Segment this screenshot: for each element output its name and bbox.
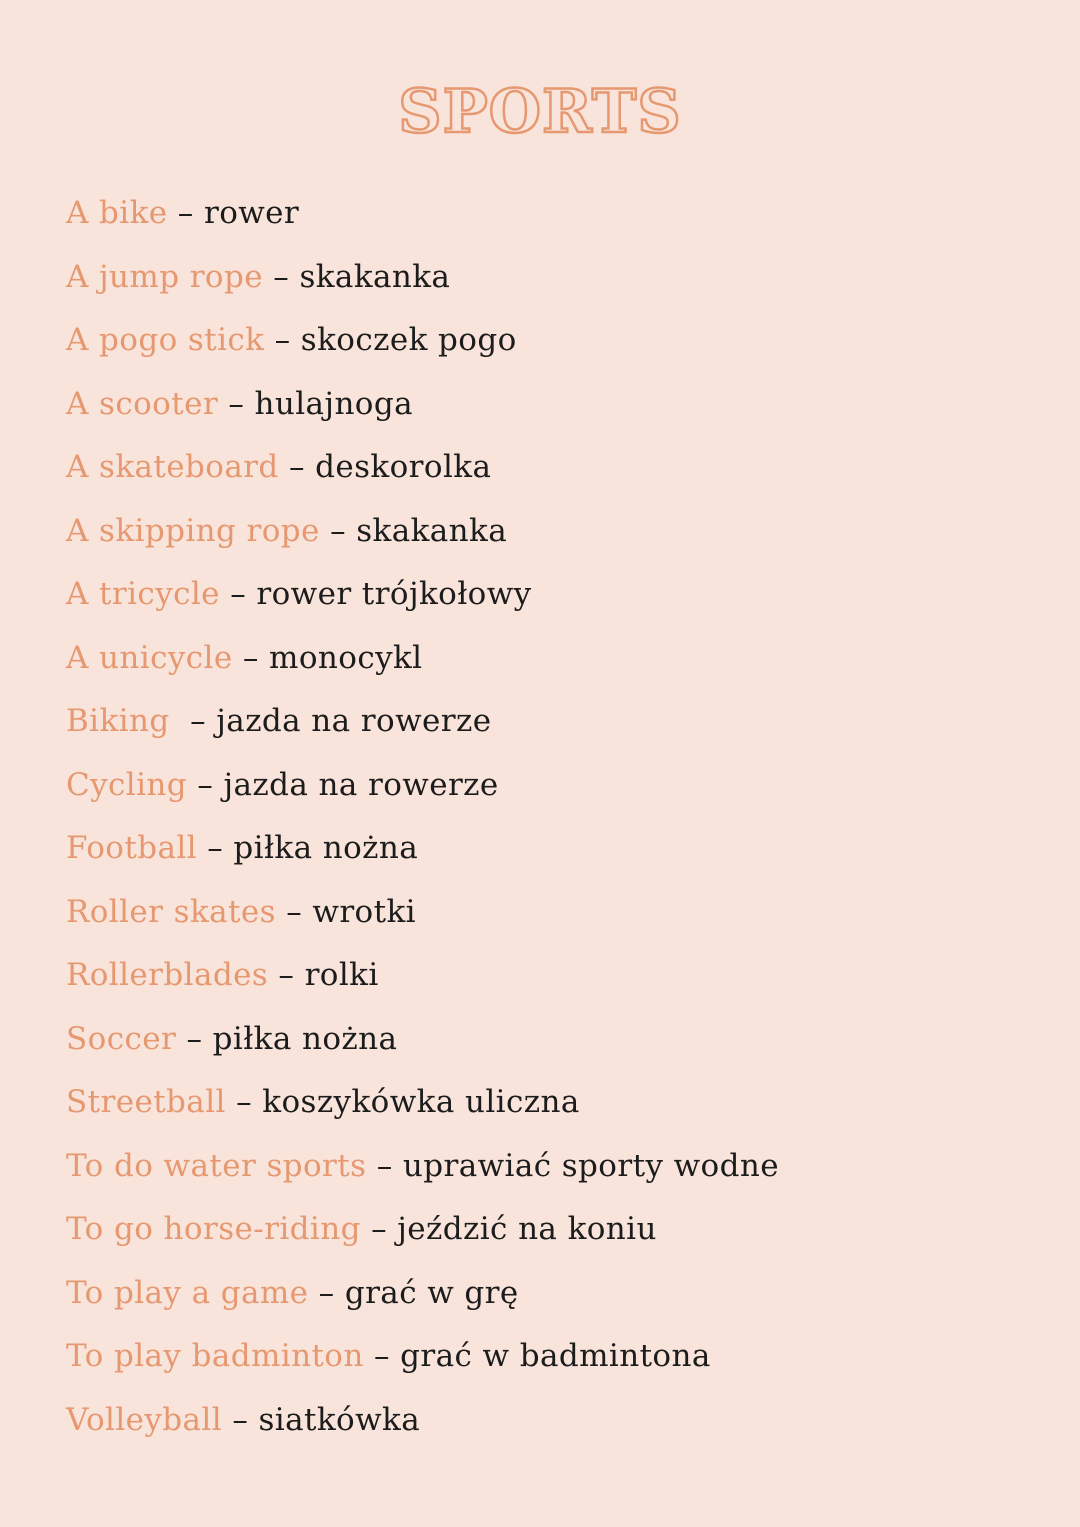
vocab-entry [66,315,1026,379]
english-term: Rollerblades [66,957,269,993]
polish-translation: hulajnoga [254,385,413,422]
english-term: To do water sports [66,1147,367,1184]
vocab-entry [66,696,1026,760]
vocab-entry [66,950,1026,1014]
english-term: A skipping rope [66,512,320,549]
polish-translation: grać w grę [344,1274,519,1311]
vocab-entry [66,188,1026,252]
polish-translation: skakanka [356,512,508,549]
polish-translation: siatkówka [258,1401,421,1438]
english-term: Streetball [66,1084,226,1120]
vocab-entry [66,379,1026,443]
dash-separator: – [177,195,194,231]
vocabulary-list [66,188,1026,1458]
english-term: Volleyball [66,1401,223,1438]
polish-translation: jeździć na koniu [397,1211,657,1247]
vocab-entry [66,1204,1026,1268]
dash-separator: – [197,766,214,803]
vocab-entry [66,823,1026,887]
english-term: A scooter [66,385,219,422]
dash-separator: – [330,512,346,549]
dash-separator: – [232,1401,249,1438]
vocab-entry [66,887,1026,951]
vocab-entry [66,1331,1026,1395]
vocab-entry [66,633,1026,697]
polish-translation: rower [203,195,300,231]
vocab-entry [66,1268,1026,1332]
polish-translation: jazda na rowerze [223,766,499,803]
polish-translation: deskorolka [315,449,492,485]
polish-translation: monocykl [269,639,423,676]
dash-separator: – [274,322,291,358]
dash-separator: – [228,385,245,422]
vocab-entry [66,252,1026,316]
vocab-entry [66,1395,1026,1459]
vocab-entry [66,1077,1026,1141]
polish-translation: uprawiać sporty wodne [402,1147,779,1184]
polish-translation: rolki [304,957,379,993]
english-term: Football [66,830,197,866]
vocab-entry [66,569,1026,633]
dash-separator: – [374,1338,390,1374]
english-term: To go horse-riding [66,1211,361,1247]
english-term: A bike [66,195,168,231]
english-term: To play a game [66,1274,309,1311]
dash-separator: – [278,957,295,993]
polish-translation: skoczek pogo [300,322,517,358]
vocab-entry [66,760,1026,824]
polish-translation: piłka nożna [212,1020,398,1057]
english-term: Roller skates [66,893,276,930]
vocab-entry [66,1141,1026,1205]
dash-separator: – [318,1274,335,1311]
polish-translation: skakanka [299,258,451,295]
polish-translation: jazda na rowerze [216,703,492,739]
english-term: To play badminton [66,1338,364,1374]
dash-separator: – [376,1147,393,1184]
polish-translation: grać w badmintona [400,1338,711,1374]
english-term: A tricycle [66,576,220,612]
dash-separator: – [288,449,305,485]
vocab-entry [66,1014,1026,1078]
english-term: A skateboard [66,449,279,485]
english-term: Soccer [66,1020,177,1057]
english-term: A jump rope [66,258,263,295]
dash-separator: – [236,1084,252,1120]
dash-separator: – [230,576,247,612]
dash-separator: – [190,703,207,739]
polish-translation: wrotki [312,893,416,930]
polish-translation: piłka nożna [233,830,419,866]
english-term: A unicycle [66,639,233,676]
dash-separator: – [186,1020,203,1057]
dash-separator: – [286,893,303,930]
dash-separator: – [242,639,259,676]
dash-separator: – [371,1211,387,1247]
page-title: SPORTS [398,77,682,147]
polish-translation: rower trójkołowy [256,576,532,612]
english-term: Biking [66,703,180,739]
dash-separator: – [273,258,290,295]
english-term: A pogo stick [66,322,265,358]
polish-translation: koszykówka uliczna [262,1084,580,1120]
vocab-entry [66,442,1026,506]
vocab-entry [66,506,1026,570]
dash-separator: – [207,830,224,866]
english-term: Cycling [66,766,188,803]
